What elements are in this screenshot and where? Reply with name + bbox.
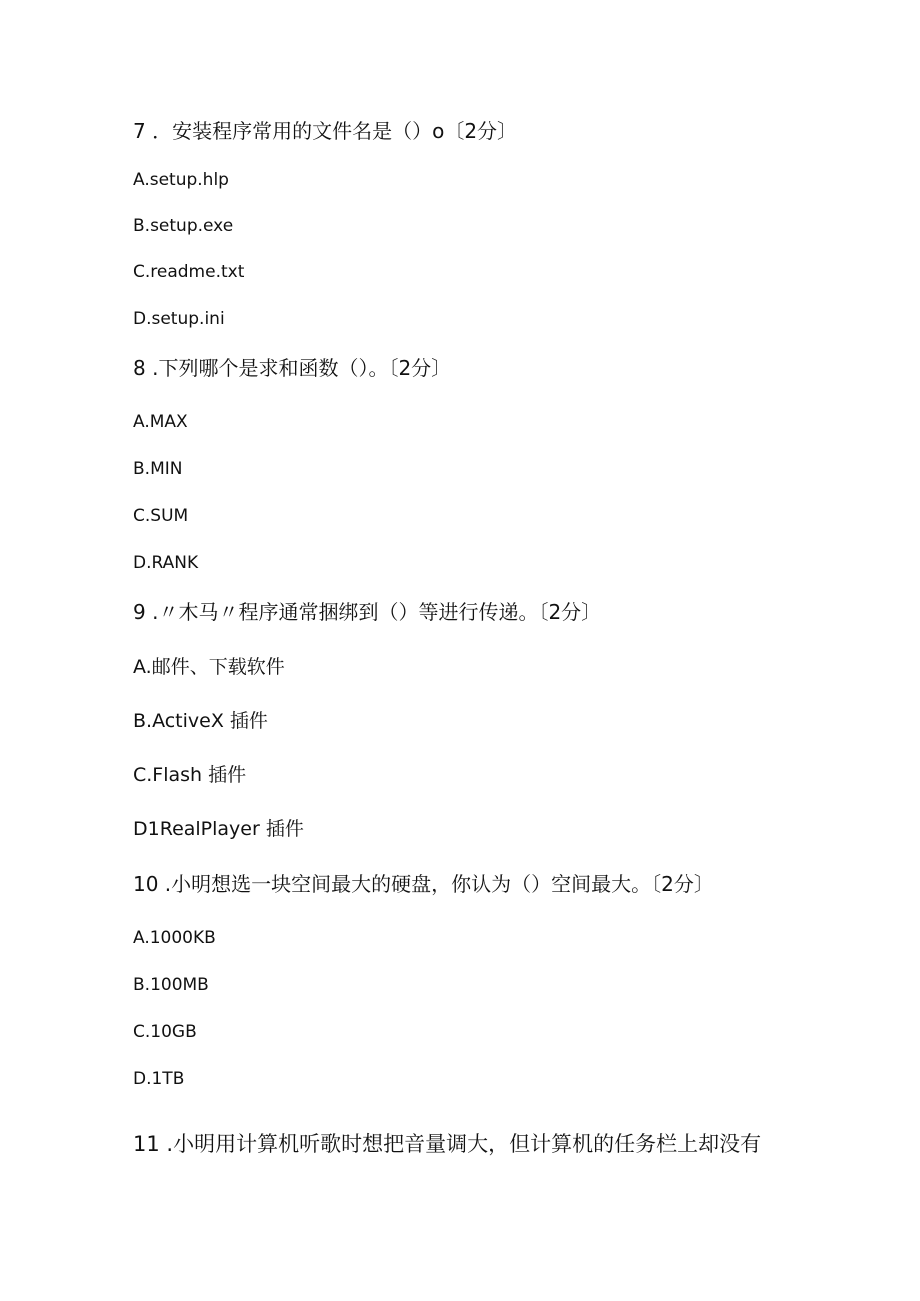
question-10-option-d: D.1TB bbox=[133, 1069, 185, 1089]
question-8-option-b: B.MIN bbox=[133, 459, 183, 479]
question-8-option-d: D.RANK bbox=[133, 553, 199, 573]
question-11-stem: 11 .小明用计算机听歌时想把音量调大，但计算机的任务栏上却没有 bbox=[133, 1132, 762, 1156]
question-10-option-c: C.10GB bbox=[133, 1022, 197, 1042]
question-10-option-a: A.1000KB bbox=[133, 928, 216, 948]
question-9-option-c: C.Flash 插件 bbox=[133, 764, 247, 786]
question-7-option-a: A.setup.hlp bbox=[133, 170, 229, 190]
question-8-stem: 8 .下列哪个是求和函数（）。〔2分〕 bbox=[133, 356, 452, 380]
question-7-stem: 7 ．安装程序常用的文件名是（）o〔2分〕 bbox=[133, 119, 518, 143]
question-8-option-c: C.SUM bbox=[133, 506, 189, 526]
question-9-option-d: D1RealPlayer 插件 bbox=[133, 818, 304, 840]
question-7-option-d: D.setup.ini bbox=[133, 309, 225, 329]
question-10-option-b: B.100MB bbox=[133, 975, 209, 995]
question-9-option-a: A.邮件、下载软件 bbox=[133, 656, 285, 678]
question-9-stem: 9 .〃木马〃程序通常捆绑到（）等进行传递。〔2分〕 bbox=[133, 600, 602, 624]
question-8-option-a: A.MAX bbox=[133, 412, 188, 432]
question-10-stem: 10 .小明想选一块空间最大的硬盘，你认为（）空间最大。〔2分〕 bbox=[133, 872, 714, 896]
question-7-option-c: C.readme.txt bbox=[133, 262, 245, 282]
question-7-option-b: B.setup.exe bbox=[133, 216, 234, 236]
question-9-option-b: B.ActiveX 插件 bbox=[133, 710, 268, 732]
